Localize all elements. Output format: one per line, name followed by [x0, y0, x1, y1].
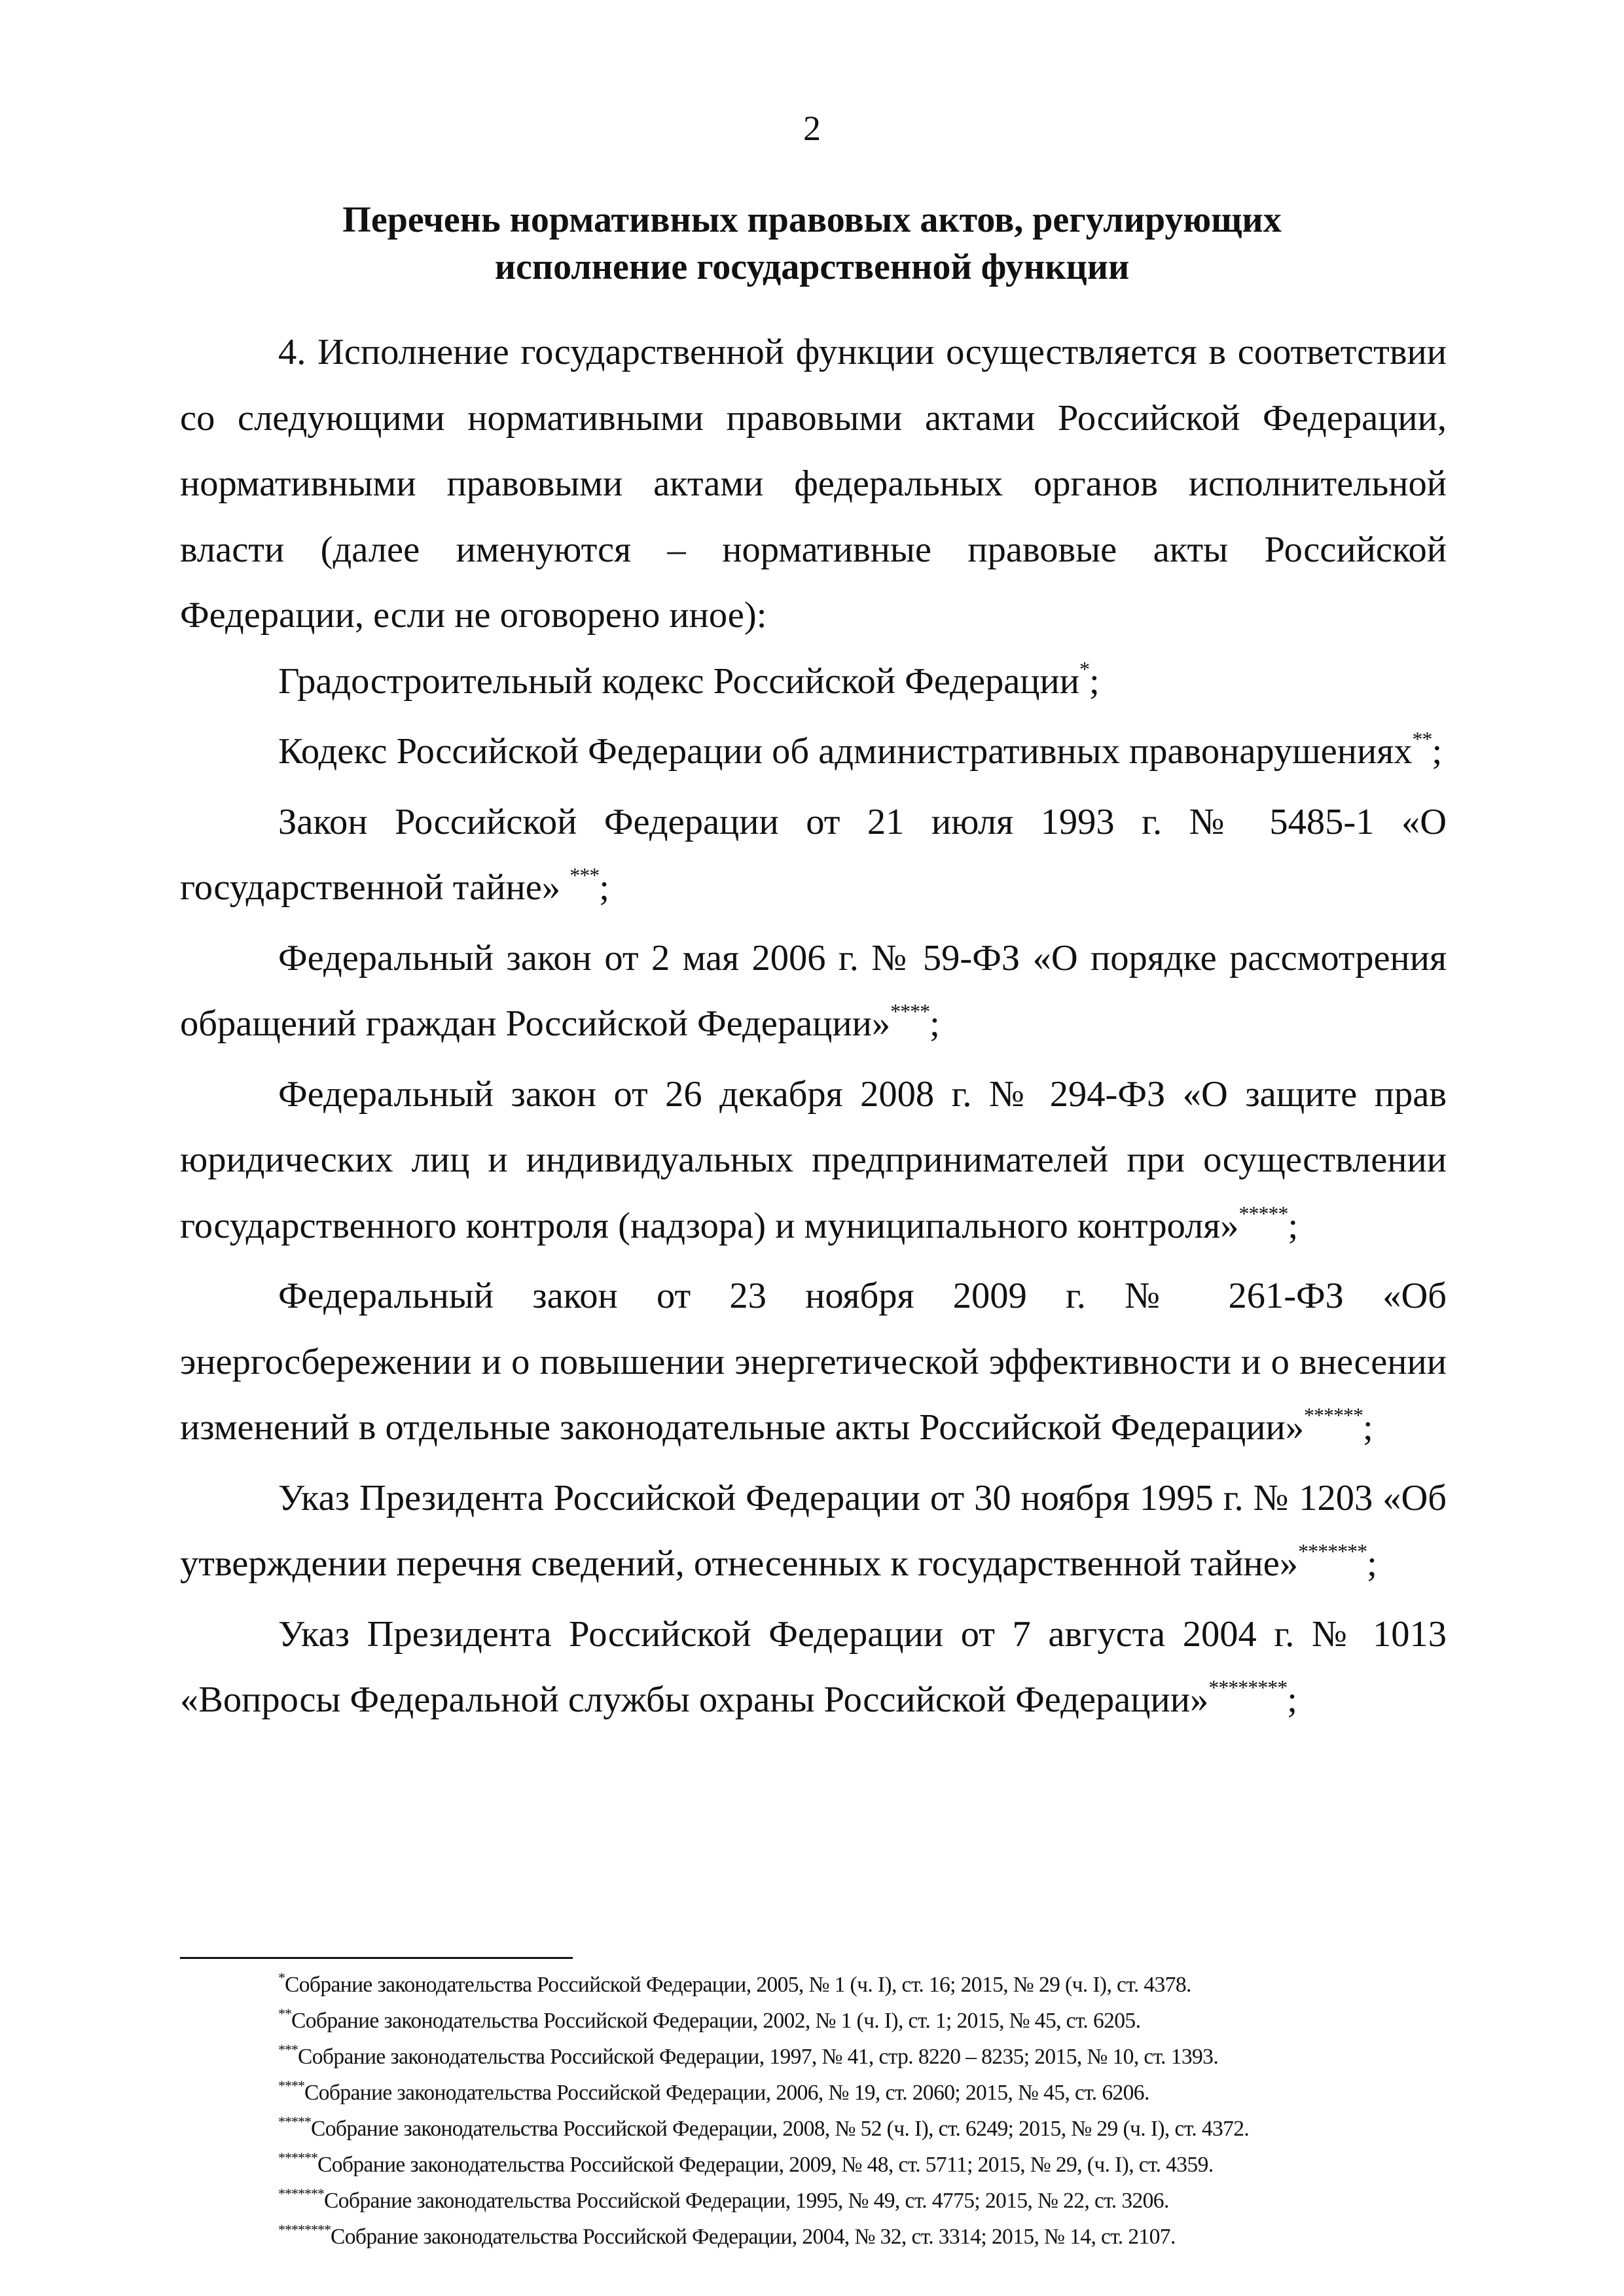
paragraph-text: 4. Исполнение государственной функции осуществляется в соответствии со следующими нормативными правовыми актами Российской Федерации, нормативными правовыми актами федеральных органов исполнительной власти (далее именуются – нормативные правовые акты Российской Федерации, если не оговорено иное):: [180, 332, 1447, 636]
footnote-ref: *******: [1298, 1539, 1367, 1563]
footnote-text: Собрание законодательства Российской Федерации, 1997, № 41, стр. 8220 – 8235; 2015, № 10, ст. 1393.: [298, 2045, 1219, 2069]
paragraph-text: Указ Президента Российской Федерации от 30 ноября 1995 г. № 1203 «Об утверждении перечня сведений, отнесенных к государственной тайне»: [180, 1477, 1447, 1584]
footnote: [278, 2040, 1522, 2076]
footnote-text: Собрание законодательства Российской Федерации, 2005, № 1 (ч. I), ст. 16; 2015, № 29 (ч. I), ст. 4378.: [285, 1973, 1191, 1997]
footnotes: [278, 1968, 1522, 2256]
footnote: [278, 1968, 1522, 2004]
paragraph-text: Указ Президента Российской Федерации от 7 августа 2004 г. № 1013 «Вопросы Федеральной службы охраны Российской Федерации»: [180, 1613, 1447, 1720]
footnote-ref: *****: [1238, 1201, 1288, 1225]
paragraph-text: Закон Российской Федерации от 21 июля 1993 г. № 5485-1 «О государственной тайне»: [180, 801, 1447, 908]
footnote-mark: *: [278, 1969, 285, 1986]
paragraph-text: Градостроительный кодекс Российской Федерации: [278, 660, 1079, 702]
paragraph-text: Федеральный закон от 23 ноября 2009 г. № 261-ФЗ «Об энергосбережении и о повышении энергетической эффективности и о внесении изменений в отдельные законодательные акты Российской Федерации»: [180, 1276, 1447, 1448]
footnote-ref: **: [1412, 727, 1432, 751]
footnote-text: Собрание законодательства Российской Федерации, 1995, № 49, ст. 4775; 2015, № 22, ст. 3206.: [324, 2189, 1169, 2213]
paragraph-text: Федеральный закон от 26 декабря 2008 г. № 294-ФЗ «О защите прав юридических лиц и индивидуальных предпринимателей при осуществлении государственного контроля (надзора) и муниципального контроля»: [180, 1073, 1447, 1246]
paragraph-act: [180, 1062, 1447, 1264]
paragraph-text: Федеральный закон от 2 мая 2006 г. № 59-ФЗ «О порядке рассмотрения обращений граждан Российской Федерации»: [180, 937, 1447, 1044]
paragraph-end: ;: [599, 867, 609, 908]
footnote-ref: ******: [1303, 1403, 1363, 1427]
paragraph-end: ;: [1288, 1205, 1299, 1246]
footnote-text: Собрание законодательства Российской Федерации, 2009, № 48, ст. 5711; 2015, № 29, (ч. I), ст. 4359.: [317, 2153, 1214, 2177]
paragraph-act: [180, 925, 1447, 1062]
paragraph-end: ;: [1367, 1543, 1377, 1584]
footnote-ref: ****: [890, 999, 930, 1023]
footnote-text: Собрание законодательства Российской Федерации, 2002, № 1 (ч. I), ст. 1; 2015, № 45, ст. 6205.: [291, 2009, 1141, 2033]
footnote-text: Собрание законодательства Российской Федерации, 2008, № 52 (ч. I), ст. 6249; 2015, № 29 (ч. I), ст. 4372.: [311, 2117, 1250, 2141]
footnote-divider: [180, 1957, 573, 1959]
section-title-line-2: исполнение государственной функции: [494, 247, 1130, 287]
page-number: 2: [803, 109, 821, 148]
footnote-ref: *: [1079, 656, 1089, 681]
footnote-ref: ***: [569, 863, 600, 887]
section-title: [0, 196, 1624, 291]
footnote-mark: **: [278, 2005, 291, 2022]
footnote-mark: *******: [278, 2185, 324, 2202]
paragraph-act: [180, 1465, 1447, 1602]
footnote-mark: ********: [278, 2221, 331, 2238]
footnote: [278, 2184, 1522, 2220]
paragraph-end: ;: [1432, 731, 1443, 772]
paragraph-act: [180, 1263, 1447, 1465]
paragraph-intro: [180, 319, 1447, 649]
footnote: [278, 2220, 1522, 2256]
footnote: [278, 2004, 1522, 2040]
footnote: [278, 2112, 1522, 2148]
footnote: [278, 2148, 1522, 2184]
paragraph-act: [180, 789, 1447, 925]
footnote-text: Собрание законодательства Российской Федерации, 2004, № 32, ст. 3314; 2015, № 14, ст. 2107.: [331, 2225, 1176, 2249]
paragraph-text: Кодекс Российской Федерации об административных правонарушениях: [278, 731, 1413, 772]
paragraph-end: ;: [929, 1003, 940, 1044]
footnote: [278, 2076, 1522, 2112]
footnote-mark: ******: [278, 2149, 317, 2166]
footnote-mark: *****: [278, 2113, 311, 2130]
document-body: [180, 319, 1447, 1738]
section-title-line-1: Перечень нормативных правовых актов, регулирующих: [342, 200, 1282, 240]
paragraph-end: ;: [1287, 1679, 1297, 1720]
paragraph-act: [180, 1602, 1447, 1738]
footnote-text: Собрание законодательства Российской Федерации, 2006, № 19, ст. 2060; 2015, № 45, ст. 6206.: [304, 2081, 1149, 2105]
paragraph-act: [180, 719, 1447, 789]
footnote-mark: ****: [278, 2077, 304, 2094]
paragraph-end: ;: [1362, 1407, 1373, 1448]
paragraph-end: ;: [1089, 660, 1100, 702]
footnote-ref: ********: [1208, 1676, 1288, 1699]
footnote-mark: ***: [278, 2041, 298, 2058]
paragraph-act: [180, 649, 1447, 719]
